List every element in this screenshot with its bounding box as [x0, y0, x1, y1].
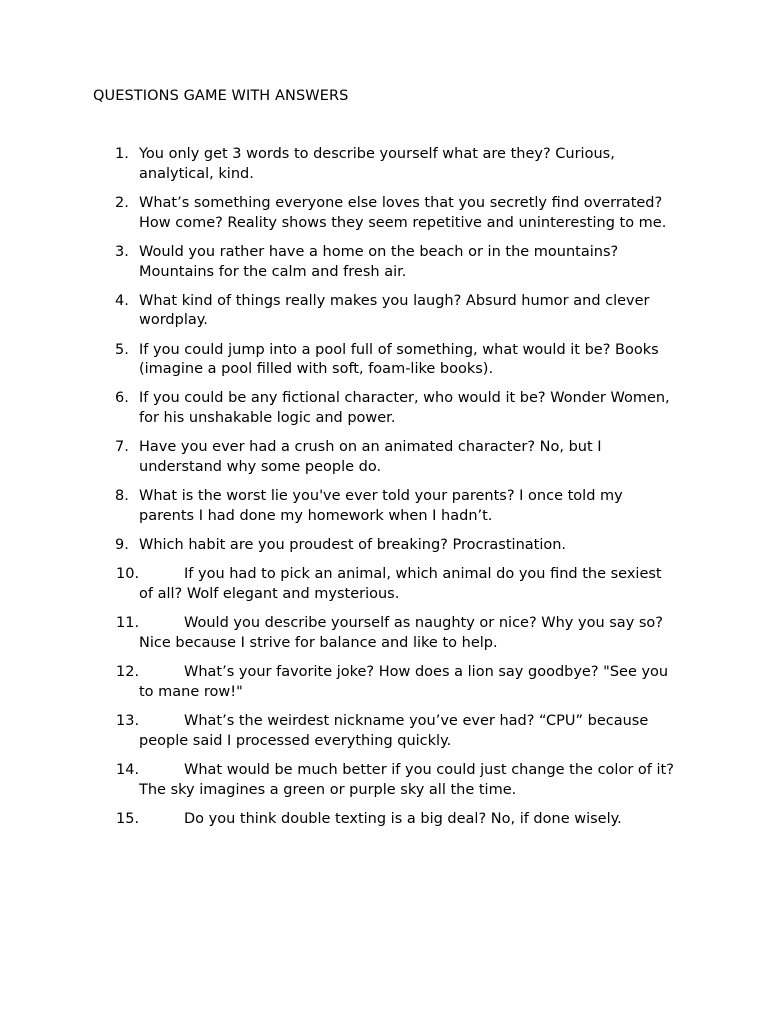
item-number: 14. — [116, 761, 140, 778]
item-number: 3. — [115, 243, 129, 260]
item-number: 2. — [115, 194, 129, 211]
item-number: 12. — [116, 664, 140, 680]
list-item-3 — [0, 243, 768, 283]
item-number: 5. — [115, 341, 129, 358]
item-text: Would you rather have a home on the beach or in the mountains? Mountains for the calm and fresh air. — [139, 243, 619, 280]
list-item-4 — [0, 292, 768, 332]
item-text: What’s something everyone else loves that you secretly find overrated? How come? Reality shows they seem repetitive and uninteresting to me. — [139, 194, 667, 231]
item-text: What’s your favorite joke? How does a lion say goodbye? "See you to mane row!" — [139, 664, 669, 700]
item-text: Do you think double texting is a big deal? No, if done wisely. — [184, 810, 622, 827]
item-number: 1. — [115, 146, 129, 162]
item-number: 15. — [116, 810, 140, 827]
list-item-2 — [0, 194, 768, 234]
item-text: If you had to pick an animal, which animal do you find the sexiest of all? Wolf elegant and mysterious. — [139, 566, 662, 603]
item-text: Would you describe yourself as naughty or nice? Why you say so? Nice because I strive for balance and like to help. — [139, 615, 664, 651]
list-item-6 — [0, 389, 768, 429]
item-number: 8. — [115, 488, 129, 505]
item-number: 13. — [116, 712, 140, 729]
item-text: What is the worst lie you've ever told your parents? I once told my parents I had done my homework when I hadn’t. — [139, 488, 623, 525]
question-list — [0, 145, 768, 839]
list-item-12 — [0, 663, 768, 703]
item-text: Which habit are you proudest of breaking? Procrastination. — [139, 537, 567, 554]
item-text: What would be much better if you could just change the color of it? The sky imagines a green or purple sky all the time. — [139, 761, 674, 798]
list-item-15 — [0, 810, 768, 830]
item-text: You only get 3 words to describe yourself what are they? Curious, analytical, kind. — [139, 146, 615, 182]
list-item-9 — [0, 536, 768, 556]
list-item-5 — [0, 341, 768, 381]
item-text: Have you ever had a crush on an animated character? No, but I understand why some people do. — [139, 439, 602, 476]
list-item-13 — [0, 712, 768, 752]
item-number: 9. — [115, 537, 129, 554]
list-item-7 — [0, 438, 768, 478]
item-number: 10. — [116, 566, 140, 583]
document-title: QUESTIONS GAME WITH ANSWERS — [93, 88, 349, 104]
item-number: 11. — [116, 615, 140, 632]
item-text: What’s the weirdest nickname you’ve ever had? “CPU” because people said I processed everything quickly. — [139, 712, 649, 749]
list-item-14 — [0, 761, 768, 801]
item-number: 4. — [115, 292, 129, 309]
list-item-10 — [0, 565, 768, 605]
item-text: What kind of things really makes you laugh? Absurd humor and clever wordplay. — [139, 292, 650, 329]
list-item-1 — [0, 145, 768, 185]
item-text: If you could jump into a pool full of something, what would it be? Books (imagine a pool filled with soft, foam-like books). — [139, 341, 659, 378]
list-item-11 — [0, 614, 768, 654]
item-number: 6. — [115, 390, 129, 407]
list-item-8 — [0, 487, 768, 527]
item-text: If you could be any fictional character, who would it be? Wonder Women, for his unshakable logic and power. — [139, 390, 670, 427]
item-number: 7. — [115, 439, 129, 456]
